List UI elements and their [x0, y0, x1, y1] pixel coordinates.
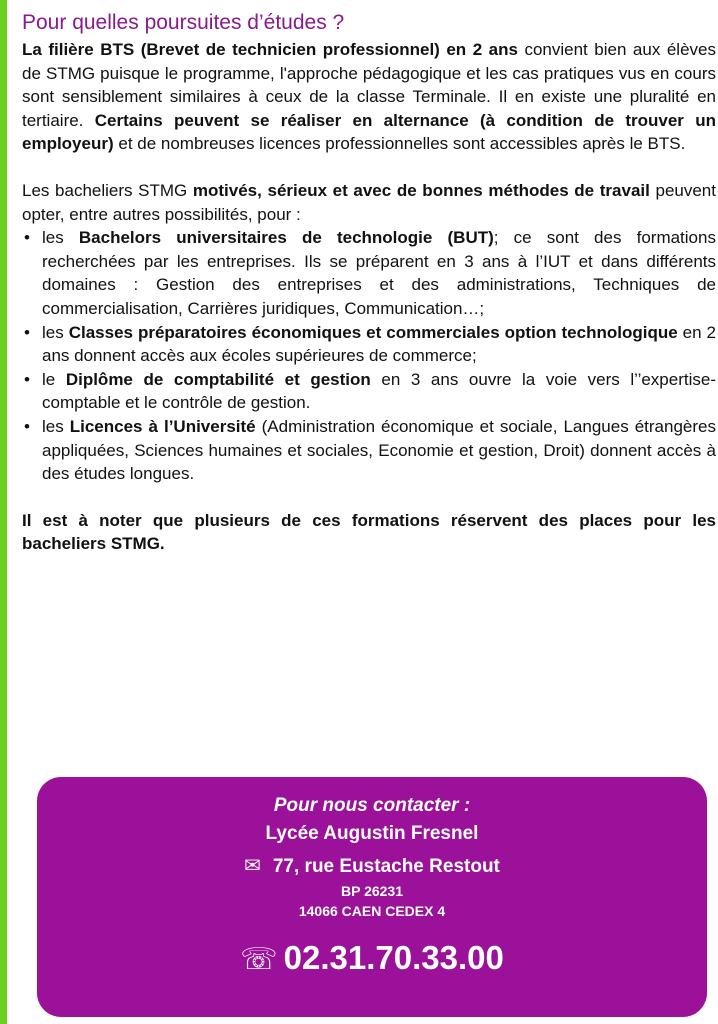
list-item: [22, 415, 716, 486]
section-title: Pour quelles poursuites d’études ?: [22, 11, 345, 34]
list-item-bold: Bachelors universitaires de technologie (BUT): [78, 228, 494, 248]
address-line: [37, 853, 707, 878]
postal-box: BP 26231: [340, 883, 403, 899]
bullet-icon: •: [24, 369, 30, 389]
spacer: [22, 156, 716, 179]
list-item-bold: Licences à l’Université: [69, 416, 256, 436]
list-item-bold: Diplôme de comptabilité et gestion: [65, 369, 371, 389]
bacheliers-text-2: peuvent opter, entre autres possibilités, pour :: [22, 180, 716, 224]
list-item-post: en 3 ans ouvre la voie vers l’’expertise-comptable et le contrôle de gestion.: [42, 369, 716, 413]
list-item: [22, 321, 716, 368]
left-accent-bar: [0, 0, 7, 1024]
spacer: [22, 486, 716, 509]
list-item-pre: le: [42, 369, 66, 389]
list-item-post: (Administration économique et sociale, Langues étrangères appliquées, Sciences humaines et sociales, Economie et gestion, Droit) donnent accès à des études longues.: [42, 416, 716, 484]
list-item-bold: Classes préparatoires économiques et commerciales option technologique: [68, 322, 678, 342]
contact-box: [37, 777, 707, 1017]
envelope-icon: ✉: [244, 855, 261, 877]
studies-section: [22, 10, 716, 556]
bullet-icon: •: [24, 322, 30, 342]
postal-city: 14066 CAEN CEDEX 4: [298, 903, 446, 919]
bacheliers-text-1: Les bacheliers STMG: [22, 180, 193, 200]
bullet-icon: •: [24, 416, 30, 436]
list-item-post: en 2 ans donnent accès aux écoles supérieures de commerce;: [42, 322, 717, 366]
bullet-icon: •: [24, 228, 30, 248]
bacheliers-bold: motivés, sérieux et avec de bonnes méthodes de travail: [192, 180, 650, 200]
list-item: [22, 368, 716, 415]
options-list: [22, 226, 716, 486]
list-item-post: ; ce sont des formations recherchées par les entreprises. Ils se préparent en 3 ans à l’IUT et dans différents domaines : Gestion des entreprises et des administrations, Techniques de commercialisation, Carrières juridiques, Communication…;: [42, 228, 716, 318]
phone-line: [37, 939, 707, 977]
bts-intro-bold: La filière BTS (Brevet de technicien professionnel) en 2 ans: [22, 40, 518, 59]
contact-heading: Pour nous contacter :: [273, 795, 471, 816]
street-address: 77, rue Eustache Restout: [272, 856, 500, 877]
bacheliers-paragraph: [22, 179, 716, 226]
bts-text-2: et de nombreuses licences professionnelles sont accessibles après le BTS.: [113, 134, 686, 154]
list-item: [22, 226, 716, 320]
bts-text-1: convient bien aux élèves de STMG puisque le programme, l'approche pédagogique et les cas pratiques vus en cours sont sensiblement similaires à ceux de la classe Terminale. Il en existe une pluralité en tertiaire.: [22, 40, 716, 130]
list-item-pre: les: [42, 416, 70, 436]
list-item-pre: les: [42, 228, 79, 248]
bts-paragraph: [22, 38, 716, 156]
telephone-icon: ☏: [240, 943, 278, 976]
list-item-pre: les: [42, 322, 69, 342]
alternance-bold: Certains peuvent se réaliser en alternance (à condition de trouver un employeur): [22, 110, 716, 154]
conclusion-text: Il est à noter que plusieurs de ces formations réservent des places pour les bacheliers STMG.: [22, 510, 716, 554]
school-name: Lycée Augustin Fresnel: [265, 823, 479, 844]
phone-number[interactable]: 02.31.70.33.00: [283, 939, 504, 976]
